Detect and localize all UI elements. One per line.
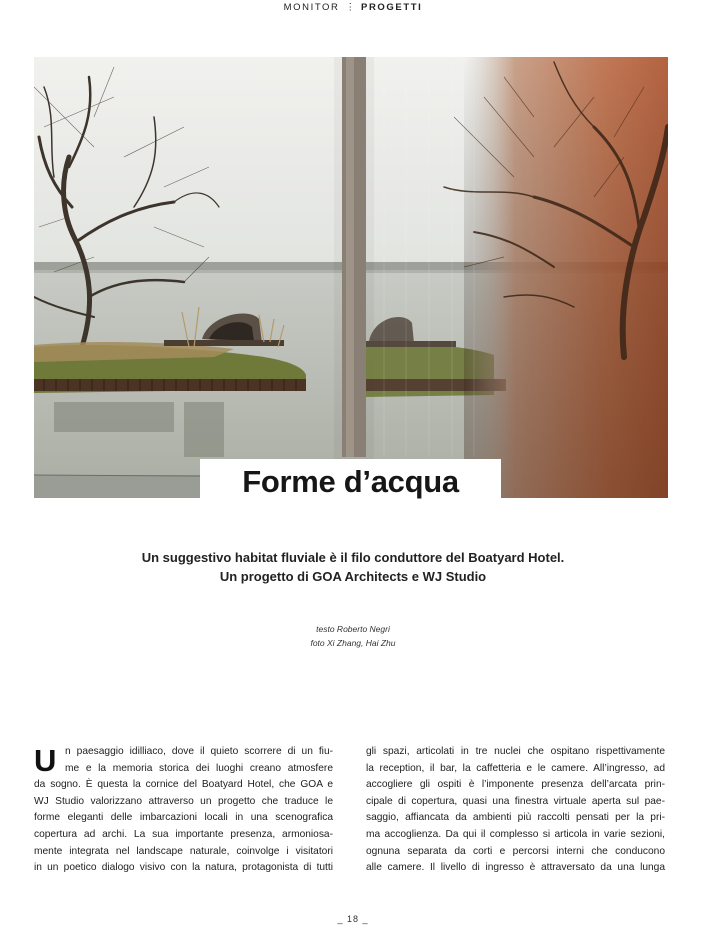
photo-credit: foto Xi Zhang, Hai Zhu [310,637,396,648]
body-line: copertura ad archi. La sua importante presenza, armoniosa- [34,828,333,840]
body-line: cipale di copertura, quasi una finestra virtuale aperta sul pae- [366,795,665,807]
subtitle-line-1: Un suggestivo habitat fluviale è il filo conduttore del Boatyard Hotel. [141,550,565,565]
body-line: accogliere gli ospiti è l’imponente presenza dell’arcata prin- [366,779,665,791]
subtitle-line-2: Un progetto di GOA Architects e WJ Studio [219,569,487,584]
body-line: da sogno. È questa la cornice del Boatyard Hotel, che GOA e [34,779,333,791]
body-line: WJ Studio valorizzano attraverso un progetto che traduce le [34,795,333,807]
header-separator: ⋮ [345,2,356,13]
section-label: MONITOR [283,2,340,13]
body-line: forme eleganti delle imbarcazioni locali in una scenografica [34,812,333,824]
body-line: ognuna separata da corti e percorsi interni che conducono [366,845,665,857]
body-column-2 [366,744,665,877]
running-header [0,2,706,13]
body-line: la reception, il bar, la caffetteria e le camere. All’ingresso, ad [366,762,665,774]
body-line: in un poetico dialogo visivo con la natura, protagonista di tutti [34,862,333,874]
body-line: me e la memoria storica dei luoghi creano atmosfere [65,762,333,774]
article-title: Forme d’acqua [242,464,459,499]
body-line: gli spazi, articolati in tre nuclei che ospitano rispettivamente [366,746,665,757]
article-subtitle [80,548,626,586]
subsection-label: PROGETTI [361,2,423,13]
text-credit: testo Roberto Negri [316,624,390,634]
body-line: ma accoglienza. Da qui il complesso si articola in varie sezioni, [366,828,665,840]
article-credits [200,623,506,650]
body-line: mente integrata nel landscape naturale, coinvolge i visitatori [34,845,333,857]
body-column-1 [34,744,333,877]
drop-cap: U [34,743,57,778]
body-line: alle camere. Il livello di ingresso è attraversato da una lunga [366,862,665,874]
body-line: n paesaggio idilliaco, dove il quieto scorrere di un fiu- [65,746,333,757]
hero-photo [34,57,668,498]
body-line: saggio, affiancata da ambienti più raccolti pensati per la pri- [366,812,665,824]
page-number: _ 18 _ [337,914,369,924]
